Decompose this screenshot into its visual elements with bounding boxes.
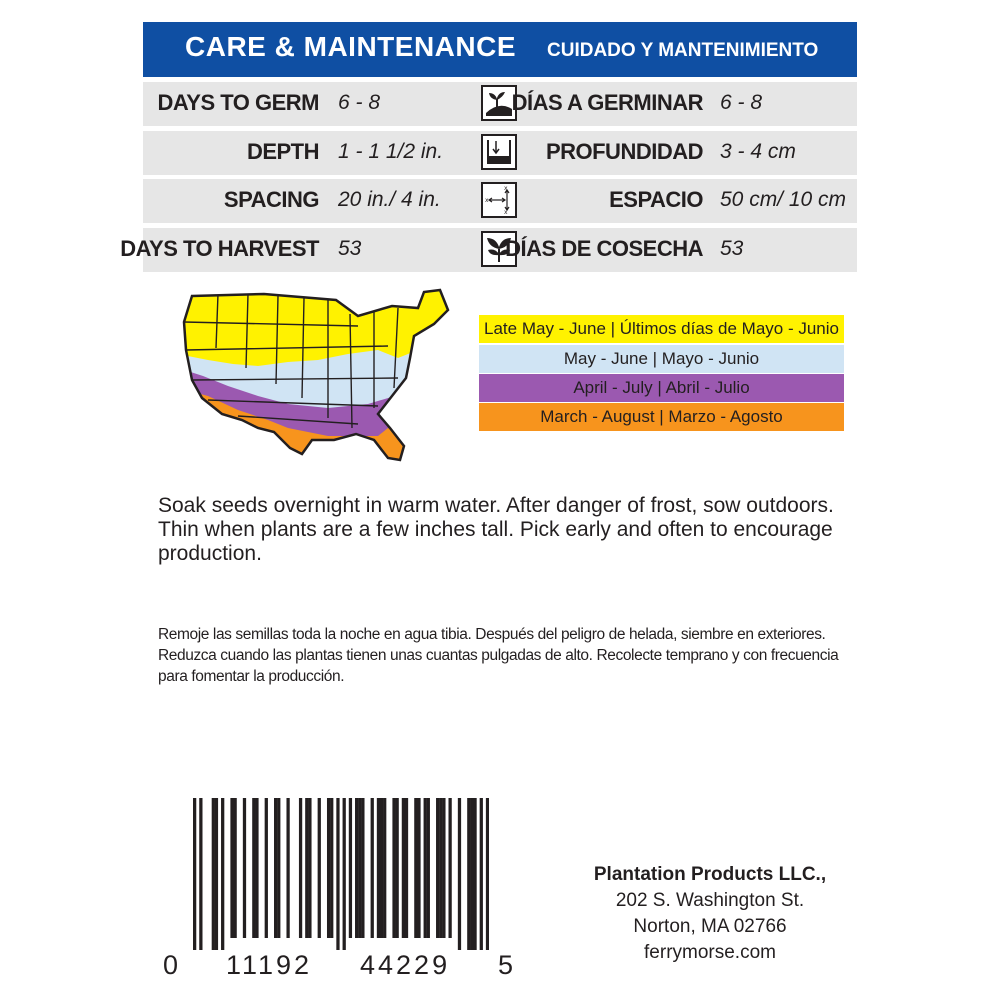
row-value-es: 6 - 8	[720, 91, 763, 114]
care-row-germination	[143, 82, 857, 126]
barcode-bar	[336, 798, 339, 950]
row-label-en: DAYS TO HARVEST	[120, 236, 319, 261]
barcode-bar	[380, 798, 383, 938]
barcode-bar	[343, 798, 346, 950]
barcode-bar	[305, 798, 308, 938]
barcode-bar	[361, 798, 364, 938]
barcode-bar	[436, 798, 439, 938]
care-maintenance-header	[143, 22, 857, 77]
row-value-es: 50 cm/ 10 cm	[720, 188, 847, 211]
barcode-bar	[327, 798, 330, 938]
barcode-bar	[199, 798, 202, 950]
barcode-bar	[470, 798, 473, 950]
care-row-depth	[143, 131, 857, 175]
legend-late-may-june: Late May - June | Últimos días de Mayo - Junio	[479, 315, 844, 343]
row-label-en: DAYS TO GERM	[157, 90, 319, 115]
barcode-bar	[358, 798, 361, 938]
header-title-es: CUIDADO Y MANTENIMIENTO	[547, 40, 819, 61]
barcode-bar	[299, 798, 302, 938]
barcode-bar	[414, 798, 417, 938]
barcode-left-group: 11192	[226, 950, 313, 980]
company-street: 202 S. Washington St.	[615, 890, 805, 911]
barcode-bar	[318, 798, 321, 938]
legend-may-june: May - June | Mayo - Junio	[479, 345, 844, 373]
barcode-bar	[255, 798, 258, 938]
care-row-spacing	[143, 179, 857, 223]
legend-april-july: April - July | Abril - Julio	[479, 374, 844, 402]
barcode-check-digit: 5	[498, 950, 514, 980]
barcode-bar	[286, 798, 289, 938]
header-title-en: CARE & MAINTENANCE	[185, 31, 516, 62]
care-row-harvest	[120, 228, 857, 272]
row-value-en: 53	[338, 237, 362, 260]
barcode-bar	[392, 798, 395, 938]
company-city: Norton, MA 02766	[633, 916, 787, 937]
row-value-en: 20 in./ 4 in.	[338, 188, 441, 211]
barcode-bar	[193, 798, 196, 950]
barcode-bar	[349, 798, 352, 938]
barcode-bar	[230, 798, 233, 938]
barcode-bar	[448, 798, 451, 938]
barcode-bar	[221, 798, 224, 950]
barcode-bar	[330, 798, 333, 938]
row-label-es: PROFUNDIDAD	[545, 139, 703, 164]
row-label-es: DÍAS DE COSECHA	[505, 236, 703, 261]
spacing-arrows-icon	[481, 182, 517, 218]
row-label-en: DEPTH	[246, 139, 319, 164]
barcode-bar	[377, 798, 380, 938]
row-value-es: 3 - 4 cm	[720, 140, 796, 163]
barcode-bar	[215, 798, 218, 950]
planting-depth-icon	[481, 134, 517, 170]
barcode-bar	[243, 798, 246, 938]
row-value-es: 53	[720, 237, 744, 260]
barcode-right-group: 44229	[360, 950, 451, 980]
barcode-bar	[439, 798, 442, 938]
row-value-en: 6 - 8	[338, 91, 381, 114]
row-label-es: DÍAS A GERMINAR	[511, 90, 703, 115]
us-planting-zone-map	[178, 288, 452, 466]
instructions-spanish: Remoje las semillas toda la noche en agua tibia. Después del peligro de helada, siembre en exteriores. Reduzca cuando las plantas tienen unas cuantas pulgadas de alto. Recolecte temprano y con frecuencia para fomentar la producción.	[158, 626, 839, 685]
barcode-bar	[467, 798, 470, 950]
barcode-bar	[355, 798, 358, 938]
barcode-bar	[383, 798, 386, 938]
barcode-bar	[480, 798, 483, 950]
barcode-bar	[265, 798, 268, 938]
barcode-lead-digit: 0	[163, 950, 179, 980]
barcode-bar	[371, 798, 374, 938]
row-label-es: ESPACIO	[609, 187, 703, 212]
svg-text:x: x	[504, 209, 508, 216]
barcode-bar	[424, 798, 427, 938]
svg-text:x: x	[504, 185, 508, 192]
legend-march-august: March - August | Marzo - Agosto	[479, 403, 844, 431]
barcode-bar	[473, 798, 476, 950]
upc-barcode	[193, 798, 489, 950]
barcode-bar	[308, 798, 311, 938]
barcode-bar	[486, 798, 489, 950]
barcode-bar	[277, 798, 280, 938]
row-label-en: SPACING	[223, 187, 319, 212]
barcode-bar	[405, 798, 408, 938]
company-name: Plantation Products LLC.,	[593, 864, 827, 885]
row-value-en: 1 - 1 1/2 in.	[338, 140, 444, 163]
barcode-bar	[427, 798, 430, 938]
barcode-bar	[402, 798, 405, 938]
instructions-english: Soak seeds overnight in warm water. After danger of frost, sow outdoors. Thin when plants are a few inches tall. Pick early and often to encourage production.	[158, 494, 834, 565]
barcode-bar	[442, 798, 445, 938]
barcode-bar	[234, 798, 237, 938]
barcode-bar	[274, 798, 277, 938]
company-website[interactable]: ferrymorse.com	[644, 942, 776, 963]
barcode-bar	[212, 798, 215, 950]
barcode-bar	[417, 798, 420, 938]
barcode-bar	[252, 798, 255, 938]
barcode-bar	[396, 798, 399, 938]
barcode-bar	[458, 798, 461, 950]
svg-text:x: x	[485, 197, 489, 204]
